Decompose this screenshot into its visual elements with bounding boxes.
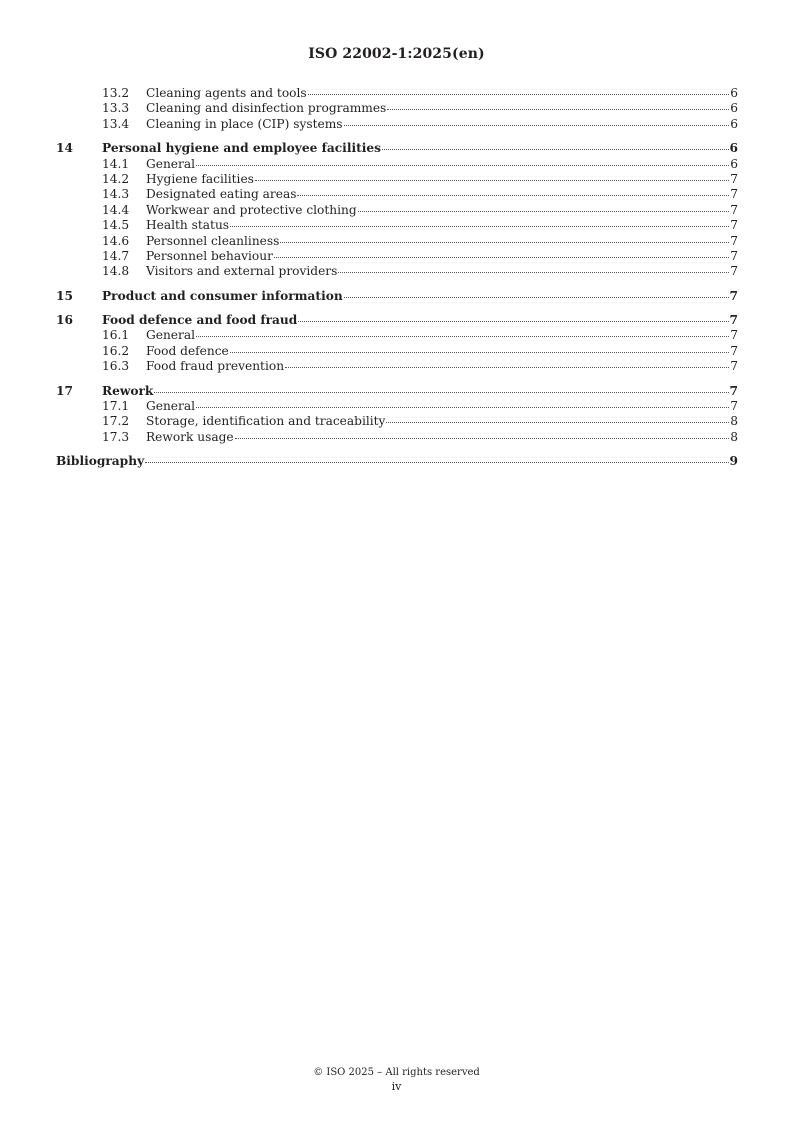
toc-entry[interactable] [56,117,738,132]
toc-clause-number: 17 [56,383,73,398]
dot-leader [285,367,729,368]
dot-leader [145,462,728,463]
toc-page-number: 6 [730,86,738,100]
toc-entry-title: Health status [146,218,230,233]
dot-leader [196,336,729,337]
dot-leader [344,125,730,126]
toc-page-number: 7 [730,343,738,358]
toc-page-number: 7 [730,187,738,202]
toc-entry[interactable] [56,399,738,414]
toc-page-number: 8 [730,414,738,429]
toc-subclause-number: 14.5 [102,218,130,233]
toc-entry-title: General [146,156,195,171]
toc-entry[interactable] [56,218,738,233]
toc-page-number: 6 [729,141,738,156]
dot-leader [338,272,729,273]
toc-page-number: 7 [730,399,738,414]
toc-entry-title: Cleaning in place (CIP) systems [146,116,343,131]
toc-entry[interactable] [56,359,738,374]
dot-leader [235,438,730,439]
toc-entry[interactable] [56,249,738,264]
toc-entry-title: Rework [102,383,154,398]
toc-entry-title: Rework usage [146,429,234,444]
table-of-contents [56,86,738,470]
dot-leader [344,297,729,298]
dot-leader [387,109,729,110]
toc-entry[interactable] [56,414,738,429]
toc-entry-title: General [146,328,195,343]
toc-subclause-number: 16.3 [102,359,130,374]
toc-subclause-number: 13.2 [102,86,130,100]
copyright-notice: © ISO 2025 – All rights reserved [313,1067,480,1078]
toc-entry[interactable] [56,289,738,304]
toc-entry[interactable] [56,187,738,202]
dot-leader [196,407,729,408]
toc-subclause-number: 14.2 [102,171,130,186]
toc-entry-title: Personal hygiene and employee facilities [102,141,381,156]
toc-subclause-number: 14.4 [102,202,130,217]
toc-subclause-number: 14.6 [102,233,130,248]
toc-entry-title: Bibliography [56,454,145,469]
toc-entry[interactable] [56,234,738,249]
toc-page-number: 8 [730,429,738,444]
toc-page-number: 7 [730,248,738,263]
toc-page-number: 7 [730,233,738,248]
toc-entry[interactable] [56,430,738,445]
dot-leader [298,321,728,322]
toc-entry-title: Workwear and protective clothing [146,202,357,217]
dot-leader [358,211,730,212]
toc-entry-title: Product and consumer information [102,288,343,303]
toc-entry-title: Visitors and external providers [146,264,338,279]
toc-page-number: 6 [730,116,738,131]
toc-clause-number: 14 [56,141,73,156]
toc-entry[interactable] [56,141,738,156]
toc-entry-title: Food defence [146,343,229,358]
dot-leader [280,242,729,243]
dot-leader [230,352,729,353]
toc-subclause-number: 14.1 [102,156,130,171]
toc-entry-title: Food fraud prevention [146,359,285,374]
toc-entry[interactable] [56,172,738,187]
dot-leader [308,94,730,95]
toc-entry-title: Cleaning agents and tools [146,86,307,100]
toc-clause-number: 16 [56,313,73,328]
toc-entry-title: General [146,399,195,414]
toc-page-number: 9 [729,454,738,469]
toc-page-number: 7 [730,359,738,374]
toc-entry[interactable] [56,344,738,359]
dot-leader [274,257,729,258]
dot-leader [386,422,729,423]
toc-entry-title: Food defence and food fraud [102,313,298,328]
toc-entry[interactable] [56,454,738,469]
dot-leader [154,392,728,393]
toc-entry-title: Storage, identification and traceability [146,414,386,429]
toc-entry[interactable] [56,328,738,343]
toc-subclause-number: 14.8 [102,264,130,279]
toc-entry-title: Designated eating areas [146,187,297,202]
toc-page-number: 7 [730,264,738,279]
toc-entry[interactable] [56,101,738,116]
toc-entry[interactable] [56,264,738,279]
dot-leader [297,195,729,196]
toc-subclause-number: 16.2 [102,343,130,358]
toc-subclause-number: 14.7 [102,248,130,263]
toc-subclause-number: 14.3 [102,187,130,202]
page-number: iv [391,1080,402,1093]
page-footer [0,1066,793,1094]
toc-entry[interactable] [56,157,738,172]
toc-entry-title: Cleaning and disinfection programmes [146,101,387,116]
toc-entry[interactable] [56,86,738,101]
toc-page-number: 6 [730,156,738,171]
document-header [0,46,793,62]
toc-entry[interactable] [56,313,738,328]
dot-leader [230,226,729,227]
toc-entry-title: Personnel cleanliness [146,233,280,248]
toc-clause-number: 15 [56,288,73,303]
toc-subclause-number: 13.4 [102,116,130,131]
document-id: ISO 22002-1:2025(en) [308,46,485,62]
toc-page-number: 7 [729,288,738,303]
toc-page-number: 7 [730,328,738,343]
toc-entry[interactable] [56,384,738,399]
toc-entry-title: Personnel behaviour [146,248,273,263]
toc-subclause-number: 16.1 [102,328,130,343]
toc-page-number: 6 [730,101,738,116]
toc-subclause-number: 17.2 [102,414,130,429]
toc-page-number: 7 [729,383,738,398]
toc-subclause-number: 17.1 [102,399,130,414]
toc-subclause-number: 17.3 [102,429,130,444]
toc-entry-title: Hygiene facilities [146,171,254,186]
toc-subclause-number: 13.3 [102,101,130,116]
toc-page-number: 7 [730,218,738,233]
toc-entry[interactable] [56,203,738,218]
toc-page-number: 7 [730,171,738,186]
dot-leader [196,165,729,166]
toc-page-number: 7 [729,313,738,328]
dot-leader [382,149,729,150]
dot-leader [255,180,729,181]
toc-page-number: 7 [730,202,738,217]
